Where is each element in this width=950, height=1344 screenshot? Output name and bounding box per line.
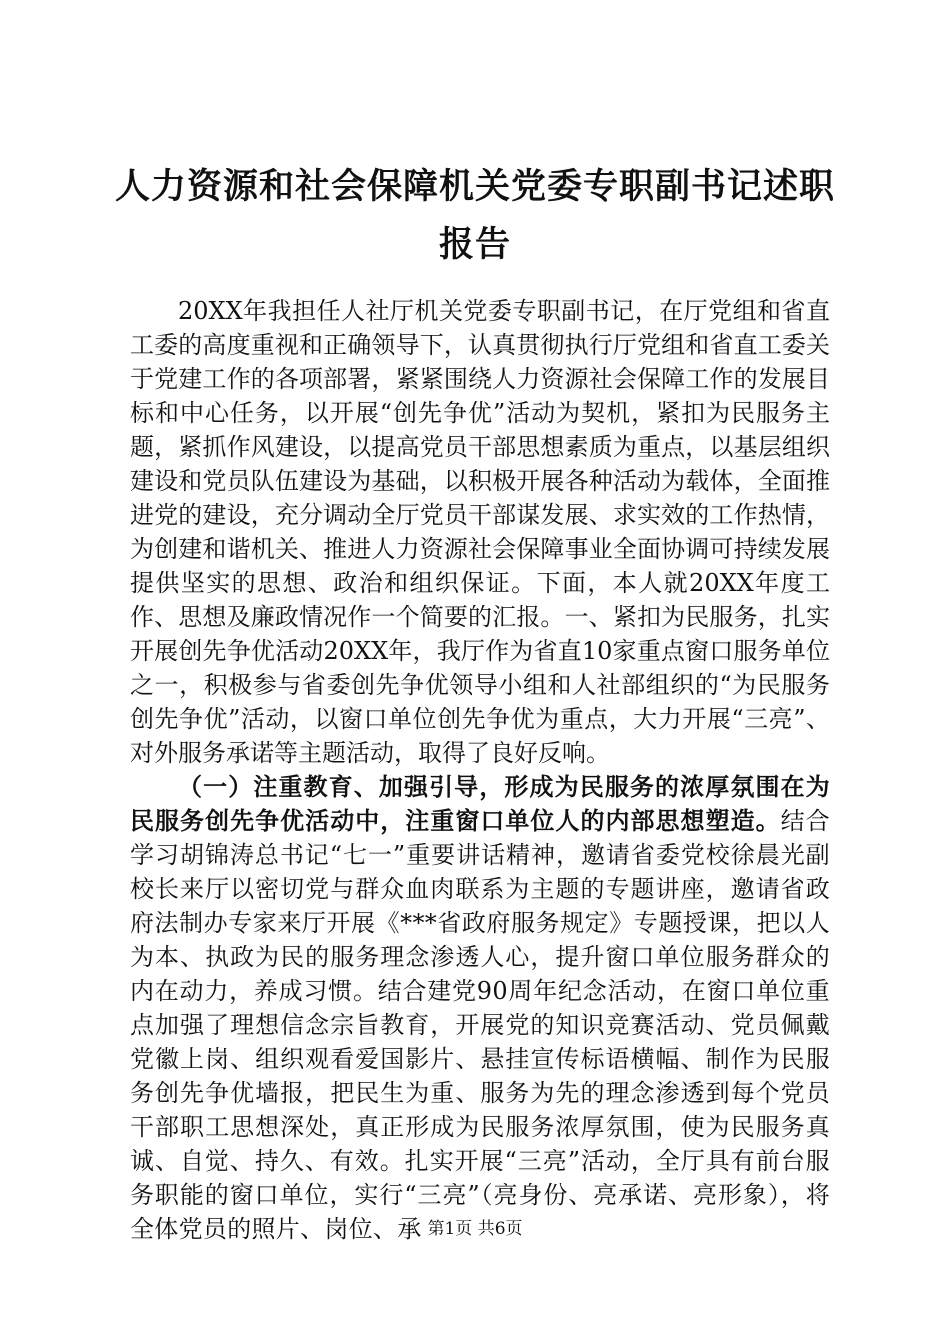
page-number: 第1页 共6页 [427,1219,523,1239]
document-body [130,294,830,1246]
section-body: 结合学习胡锦涛总书记“七一”重要讲话精神，邀请省委党校徐晨光副校长来厅以密切党与群众血肉联系为主题的专题讲座，邀请省政府法制办专家来厅开展《***省政府服务规定》专题授课，把以人为本、执政为民的服务理念渗透人心，提升窗口单位服务群众的内在动力，养成习惯。结合建党90周年纪念活动，在窗口单位重点加强了理想信念宗旨教育，开展党的知识竞赛活动、党员佩戴党徽上岗、组织观看爱国影片、悬挂宣传标语横幅、制作为民服务创先争优墙报，把民生为重、服务为先的理念渗透到每个党员干部职工思想深处，真正形成为民服务浓厚氛围，使为民服务真诚、自觉、持久、有效。扎实开展“三亮”活动，全厅具有前台服务职能的窗口单位，实行“三亮”（亮身份、亮承诺、亮形象），将全体党员的照片、岗位、承 [130,807,830,1243]
paragraph-section-one [130,770,830,1246]
section-heading: （一）注重教育、加强引导，形成为民服务的浓厚氛围在为民服务创先争优活动中，注重窗口单位人的内部思想塑造。 [130,773,830,835]
paragraph-intro: 20XX年我担任人社厅机关党委专职副书记，在厅党组和省直工委的高度重视和正确领导下，认真贯彻执行厅党组和省直工委关于党建工作的各项部署，紧紧围绕人力资源社会保障工作的发展目标和中心任务，以开展“创先争优”活动为契机，紧扣为民服务主题，紧抓作风建设，以提高党员干部思想素质为重点，以基层组织建设和党员队伍建设为基础，以积极开展各种活动为载体，全面推进党的建设，充分调动全厅党员干部谋发展、求实效的工作热情，为创建和谐机关、推进人力资源社会保障事业全面协调可持续发展提供坚实的思想、政治和组织保证。下面，本人就20XX年度工作、思想及廉政情况作一个简要的汇报。一、紧扣为民服务，扎实开展创先争优活动20XX年，我厅作为省直10家重点窗口服务单位之一，积极参与省委创先争优领导小组和人社部组织的“为民服务创先争优”活动，以窗口单位创先争优为重点，大力开展“三亮”、对外服务承诺等主题活动，取得了良好反响。 [130,297,830,767]
document-title: 人力资源和社会保障机关党委专职副书记述职报告 [114,167,835,265]
